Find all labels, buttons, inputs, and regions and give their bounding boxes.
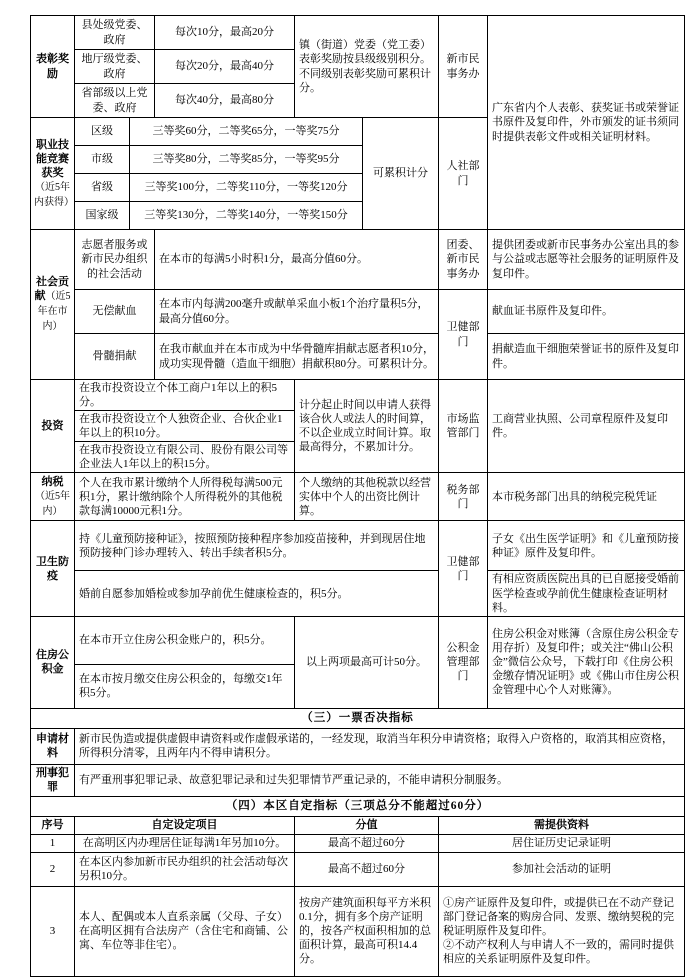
score-cell: 在本市开立住房公积金账户的，积5分。 (75, 616, 295, 664)
item-cell: 在本区内参加新市民办组织的社会活动每次另积10分。 (75, 852, 295, 886)
score-cell: 个人在我市累计缴纳个人所得税每满500元积1分，累计缴纳除个人所得税外的其他税款每满10000元积1分。 (75, 473, 295, 521)
category-name: 卫生防疫 (36, 555, 69, 582)
score-cell: 有严重刑事犯罪记录、故意犯罪记录和过失犯罪情节严重记录的，不能申请积分制服务。 (75, 764, 685, 796)
category-note: （近5年内获得） (34, 181, 74, 208)
subcategory-cell: 志愿者服务或新市民办组织的社会活动 (75, 230, 155, 290)
item-cell: 本人、配偶或本人直系亲属（父母、子女）在高明区拥有合法房产（含住宅和商铺、公寓、车位等非住宅）。 (75, 886, 295, 976)
section-header-cell: （三）一票否决指标 (31, 708, 685, 728)
materials-cell: 子女《出生医学证明》和《儿童预防接种证》原件及复印件。 (488, 521, 685, 571)
department-cell: 卫健部门 (439, 290, 488, 380)
category-note: （近5年在市内） (37, 291, 71, 332)
score-cell: 每次40分，最高80分 (155, 84, 295, 118)
subcategory-cell: 县处级党委、政府 (75, 16, 155, 50)
section-header-cell: （四）本区自定指标（三项总分不能超过60分） (31, 796, 685, 816)
department-cell: 卫健部门 (439, 521, 488, 616)
score-cell: 在本市内每满200毫升或献单采血小板1个治疗量积5分，最高分值60分。 (155, 290, 439, 334)
category-name: 职业技能竞赛获奖 (36, 138, 69, 179)
category-cell (31, 16, 75, 118)
category-note: （近5年内） (35, 491, 70, 517)
materials-cell: 参加社会活动的证明 (439, 852, 685, 886)
points-table (30, 15, 685, 977)
score-cell: 三等奖80分，二等奖85分，一等奖95分 (130, 146, 363, 174)
materials-cell: 本市税务部门出具的纳税完税凭证 (488, 473, 685, 521)
department-cell: 团委、新市民事务办 (439, 230, 488, 290)
category-name: 住房公积金 (36, 649, 69, 676)
category-name: 纳税 (41, 476, 64, 489)
subcategory-cell: 省部级以上党委、政府 (75, 84, 155, 118)
department-cell: 公积金管理部门 (439, 616, 488, 708)
materials-cell: ①房产证原件及复印件，或提供已在不动产登记部门登记备案的购房合同、发票、缴纳契税的完税证明原件及复印件。 ②不动产权利人与申请人不一致的，需同时提供相应的关系证明原件及复印件。 (439, 886, 685, 976)
score-cell: 每次10分，最高20分 (155, 16, 295, 50)
category-name: 投资 (41, 420, 64, 433)
score-cell: 新市民伪造或提供虚假申请资料或作虚假承诺的，一经发现，取消当年积分申请资格；取得入户资格的，取消其相应资格，所得积分清零，且两年内不得申请积分。 (75, 728, 685, 764)
score-cell: 在本市按月缴交住房公积金的，每缴交1年积5分。 (75, 664, 295, 708)
materials-cell: 工商营业执照、公司章程原件及复印件。 (488, 380, 685, 473)
subcategory-cell: 省级 (75, 174, 130, 202)
category-cell (31, 118, 75, 230)
row-number-cell: 3 (31, 886, 75, 976)
materials-cell: 捐献造血干细胞荣誉证书的原件及复印件。 (488, 334, 685, 380)
score-cell: 在本市的每满5小时积1分，最高分值60分。 (155, 230, 439, 290)
note-cell: 以上两项最高可计50分。 (295, 616, 439, 708)
department-cell: 人社部门 (439, 118, 488, 230)
score-cell: 在我市投资设立个体工商户1年以上的积5分。 (75, 380, 295, 411)
row-number-cell: 1 (31, 834, 75, 852)
score-cell: 持《儿童预防接种证》，按照预防接种程序参加疫苗接种，并到现居住地预防接种门诊办理转入、转出手续者积5分。 (75, 521, 439, 571)
subcategory-cell: 市级 (75, 146, 130, 174)
note-cell: 可累积计分 (363, 118, 439, 230)
score-cell: 最高不超过60分 (295, 852, 439, 886)
column-header-item: 自定设定项目 (75, 816, 295, 834)
subcategory-cell: 地厅级党委、政府 (75, 50, 155, 84)
score-cell: 最高不超过60分 (295, 834, 439, 852)
score-cell: 在我市投资设立个人独资企业、合伙企业1年以上的积10分。 (75, 411, 295, 442)
category-name: 表彰奖励 (36, 53, 69, 80)
materials-cell: 有相应资质医院出具的已自愿接受婚前医学检查或孕前优生健康检查证明材料。 (488, 571, 685, 616)
subcategory-cell: 骨髓捐献 (75, 334, 155, 380)
item-cell: 在高明区内办理居住证每满1年另加10分。 (75, 834, 295, 852)
note-cell: 镇（街道）党委（党工委）表彰奖励按县级级别积分。不同级别表彰奖励可累积计分。 (295, 16, 439, 118)
score-cell: 在我市投资设立有限公司、股份有限公司等企业法人1年以上的积15分。 (75, 442, 295, 473)
column-header-no: 序号 (31, 816, 75, 834)
category-name: 社会贡献 (34, 276, 69, 303)
score-cell: 在我市献血并在本市成为中华骨髓库捐献志愿者积10分，成功实现骨髓（造血干细胞）捐献积80分。可累积计分。 (155, 334, 439, 380)
row-number-cell: 2 (31, 852, 75, 886)
column-header-score: 分值 (295, 816, 439, 834)
department-cell: 市场监管部门 (439, 380, 488, 473)
subcategory-cell: 无偿献血 (75, 290, 155, 334)
category-cell: 申请材料 (31, 728, 75, 764)
subcategory-cell: 区级 (75, 118, 130, 146)
materials-cell: 广东省内个人表彰、获奖证书或荣誉证书原件及复印件，外市颁发的证书须同时提供表彰文件或相关证明材料。 (488, 16, 685, 230)
score-cell: 三等奖130分，二等奖140分，一等奖150分 (130, 202, 363, 230)
score-cell: 婚前自愿参加婚检或参加孕前优生健康检查的，积5分。 (75, 571, 439, 616)
category-cell (31, 380, 75, 473)
document-page (0, 15, 687, 973)
category-cell (31, 473, 75, 521)
category-cell: 刑事犯罪 (31, 764, 75, 796)
score-cell: 三等奖60分，二等奖65分，一等奖75分 (130, 118, 363, 146)
department-cell: 税务部门 (439, 473, 488, 521)
category-cell (31, 230, 75, 380)
score-cell: 每次20分，最高40分 (155, 50, 295, 84)
department-cell: 新市民事务办 (439, 16, 488, 118)
note-cell: 计分起止时间以申请人获得该合伙人或法人的时间算，不以企业成立时间计算。取最高得分，不累加计分。 (295, 380, 439, 473)
score-cell: 按房产建筑面积每平方米积0.1分，拥有多个房产证明的，按各产权面积相加的总面积计算，最高可积14.4分。 (295, 886, 439, 976)
column-header-materials: 需提供资料 (439, 816, 685, 834)
score-cell: 三等奖100分，二等奖110分，一等奖120分 (130, 174, 363, 202)
materials-cell: 献血证书原件及复印件。 (488, 290, 685, 334)
note-cell: 个人缴纳的其他税款以经营实体中个人的出资比例计算。 (295, 473, 439, 521)
subcategory-cell: 国家级 (75, 202, 130, 230)
category-cell (31, 616, 75, 708)
materials-cell: 住房公积金对账簿（含原住房公积金专用存折）及复印件；或关注“佛山公积金”微信公众号，下载打印《住房公积金缴存情况证明》或《佛山市住房公积金管理中心个人对账簿》。 (488, 616, 685, 708)
materials-cell: 提供团委或新市民事务办公室出具的参与公益或志愿等社会服务的证明原件及复印件。 (488, 230, 685, 290)
materials-cell: 居住证历史记录证明 (439, 834, 685, 852)
category-cell (31, 521, 75, 616)
